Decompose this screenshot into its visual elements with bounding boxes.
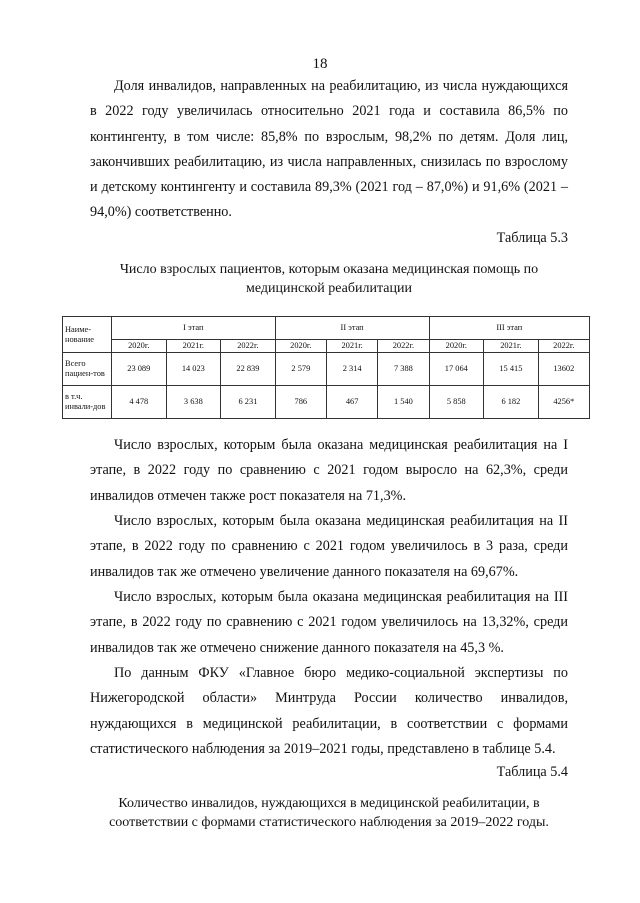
table-5-4-caption-line-2: соответствии с формами статистического наблюдения за 2019–2022 годы. [109, 815, 549, 830]
paragraph-mse-data: По данным ФКУ «Главное бюро медико-социальной экспертизы по Нижегородской области» Минтруда России количество инвалидов, нуждающихся в медицинской реабилитации, в соответствии с формами статистического наблюдения за 2019–2021 годы, представлено в таблице 5.4. [90, 665, 568, 757]
table-cell: 14 023 [166, 353, 221, 386]
stage-3-header: III этап [429, 317, 589, 340]
year-header: 2020г. [275, 340, 326, 353]
year-header: 2021г. [484, 340, 539, 353]
paragraph-rehab-share: Доля инвалидов, направленных на реабилитацию, из числа нуждающихся в 2022 году увеличилась относительно 2021 года и составила 86,5% по контингенту, в том числе: 85,8% по взрослым, 98,2% по детям. Доля лиц, закончивших реабилитацию, из числа направленных, снизилась по взрослому и детскому контингенту и составила 89,3% (2021 год – 87,0%) и 91,6% (2021 – 94,0%) соответственно. [90, 78, 568, 221]
table-cell: 786 [275, 386, 326, 419]
table-cell: 23 089 [112, 353, 167, 386]
name-column-header: Наиме-нование [63, 317, 112, 353]
table-5-4-caption-line-1: Количество инвалидов, нуждающихся в медицинской реабилитации, в [118, 796, 540, 811]
year-header: 2022г. [221, 340, 276, 353]
table-5-3-label: Таблица 5.3 [496, 230, 568, 246]
stage-1-header: I этап [112, 317, 276, 340]
table-5-4-label: Таблица 5.4 [496, 764, 568, 780]
table-cell: 467 [326, 386, 377, 419]
table-cell: 4256* [538, 386, 589, 419]
table-5-3-caption [90, 260, 568, 298]
year-header: 2022г. [538, 340, 589, 353]
table-cell: 6 182 [484, 386, 539, 419]
table-cell: 17 064 [429, 353, 484, 386]
table-row [63, 353, 590, 386]
year-header: 2021г. [326, 340, 377, 353]
year-header: 2020г. [112, 340, 167, 353]
table-cell: 7 388 [378, 353, 429, 386]
paragraph-stage-2: Число взрослых, которым была оказана медицинская реабилитация на II этапе, в 2022 году по сравнению с 2021 годом увеличилось в 3 раза, среди инвалидов так же отмечено увеличение данного показателя на 69,67%. [90, 513, 568, 580]
paragraph-stage-3: Число взрослых, которым была оказана медицинская реабилитация на III этапе, в 2022 году по сравнению с 2021 годом увеличилось на 13,32%, среди инвалидов так же отмечено снижение данного показателя на 45,3 %. [90, 589, 568, 656]
row-label-disabled: в т.ч. инвали-дов [63, 386, 112, 419]
table-cell: 4 478 [112, 386, 167, 419]
table-cell: 13602 [538, 353, 589, 386]
table-cell: 5 858 [429, 386, 484, 419]
table-row [63, 386, 590, 419]
table-cell: 15 415 [484, 353, 539, 386]
table-cell: 1 540 [378, 386, 429, 419]
page-number: 18 [312, 56, 328, 72]
table-5-3-caption-line-2: медицинской реабилитации [246, 281, 412, 296]
stage-2-header: II этап [275, 317, 429, 340]
row-label-total-patients: Всего пациен-тов [63, 353, 112, 386]
table-5-3-caption-line-1: Число взрослых пациентов, которым оказана медицинская помощь по [119, 262, 539, 277]
year-header: 2021г. [166, 340, 221, 353]
year-header: 2020г. [429, 340, 484, 353]
table-cell: 2 579 [275, 353, 326, 386]
table-cell: 6 231 [221, 386, 276, 419]
table-5-3 [62, 316, 590, 419]
year-header: 2022г. [378, 340, 429, 353]
table-5-4-caption [90, 794, 568, 832]
table-cell: 2 314 [326, 353, 377, 386]
table-cell: 3 638 [166, 386, 221, 419]
paragraph-stage-1: Число взрослых, которым была оказана медицинская реабилитация на I этапе, в 2022 году по сравнению с 2021 годом выросло на 62,3%, среди инвалидов отмечен также рост показателя на 71,3%. [90, 437, 568, 504]
table-cell: 22 839 [221, 353, 276, 386]
